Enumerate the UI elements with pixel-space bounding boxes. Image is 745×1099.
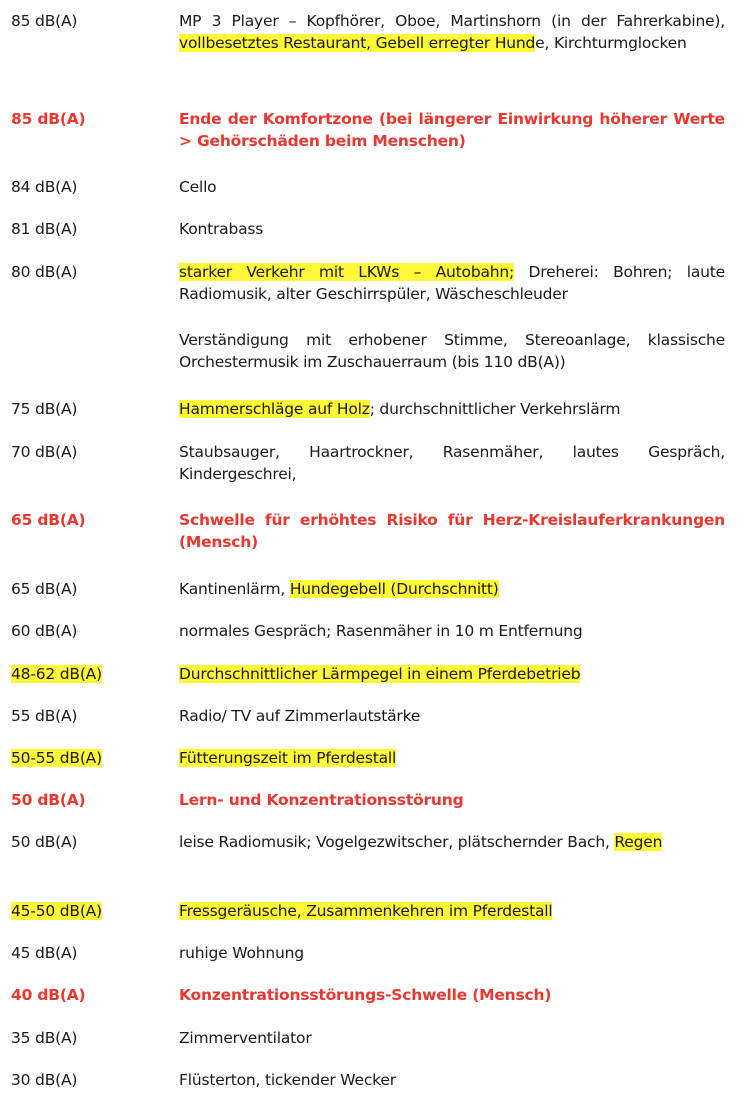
description: Radio/ TV auf Zimmerlautstärke xyxy=(179,707,421,725)
description: Flüsterton, tickender Wecker xyxy=(179,1071,396,1089)
highlighted-text: Hundegebell (Durchschnitt) xyxy=(289,580,499,598)
description: Lern- und Konzentrationsstörung xyxy=(179,791,464,809)
description: Verständigung mit erhobener Stimme, Stereoanlage, klassische Orchestermusik im Zuschauerraum (bis 110 dB(A)) xyxy=(179,331,725,371)
level-value: 50 dB(A) xyxy=(11,791,86,809)
description: normales Gespräch; Rasenmäher in 10 m Entfernung xyxy=(179,622,583,640)
description: Durchschnittlicher Lärmpegel in einem Pferdebetrieb xyxy=(179,665,581,683)
highlighted-text: Hammerschläge auf Holz xyxy=(179,400,370,418)
description: Staubsauger, Haartrockner, Rasenmäher, lautes Gespräch, Kindergeschrei, xyxy=(179,443,725,483)
description xyxy=(179,578,725,600)
description: ruhige Wohnung xyxy=(179,944,304,962)
description: Kontrabass xyxy=(179,220,264,238)
description xyxy=(179,398,725,420)
level-value: 75 dB(A) xyxy=(11,400,78,418)
description xyxy=(179,831,725,853)
description-text: ; durchschnittlicher Verkehrslärm xyxy=(369,400,621,418)
description: Fütterungszeit im Pferdestall xyxy=(179,749,397,767)
description: Fressgeräusche, Zusammenkehren im Pferdestall xyxy=(179,902,553,920)
level-value: 50-55 dB(A) xyxy=(11,749,102,767)
level-value: 65 dB(A) xyxy=(11,511,86,529)
description: Zimmerventilator xyxy=(179,1029,312,1047)
level-value: 70 dB(A) xyxy=(11,443,78,461)
description xyxy=(179,10,725,54)
description: Ende der Komfortzone (bei längerer Einwirkung höherer Werte > Gehörschäden beim Menschen) xyxy=(179,110,725,150)
level-value: 85 dB(A) xyxy=(11,12,78,30)
level-value: 45 dB(A) xyxy=(11,944,78,962)
level-value: 65 dB(A) xyxy=(11,580,78,598)
description-text: Dreherei: Bohren; laute Radiomusik, alter Geschirrspüler, Wäscheschleuder xyxy=(179,263,725,303)
description-text: Kantinenlärm, xyxy=(179,580,290,598)
level-value: 48-62 dB(A) xyxy=(11,665,102,683)
level-value: 40 dB(A) xyxy=(11,986,86,1004)
description: Schwelle für erhöhtes Risiko für Herz-Kreislauferkrankungen (Mensch) xyxy=(179,511,725,551)
level-value: 45-50 dB(A) xyxy=(11,902,102,920)
level-value: 30 dB(A) xyxy=(11,1071,78,1089)
level-value: 81 dB(A) xyxy=(11,220,78,238)
level-value: 84 dB(A) xyxy=(11,178,78,196)
description-text: MP 3 Player – Kopfhörer, Oboe, Martinshorn (in der Fahrerkabine), xyxy=(179,12,725,30)
level-value: 55 dB(A) xyxy=(11,707,78,725)
level-value: 35 dB(A) xyxy=(11,1029,78,1047)
description-text: e, Kirchturmglocken xyxy=(535,34,687,52)
description xyxy=(179,261,725,305)
description: Konzentrationsstörungs-Schwelle (Mensch) xyxy=(179,986,552,1004)
highlighted-text: starker Verkehr mit LKWs – Autobahn; xyxy=(179,263,515,281)
level-value: 60 dB(A) xyxy=(11,622,78,640)
description-text: leise Radiomusik; Vogelgezwitscher, plätschernder Bach, xyxy=(179,833,615,851)
highlighted-text: vollbesetztes Restaurant, Gebell erregter Hund xyxy=(179,34,536,52)
highlighted-text: Regen xyxy=(614,833,663,851)
level-value: 50 dB(A) xyxy=(11,833,78,851)
description: Cello xyxy=(179,178,217,196)
level-value: 85 dB(A) xyxy=(11,110,86,128)
level-value: 80 dB(A) xyxy=(11,263,78,281)
